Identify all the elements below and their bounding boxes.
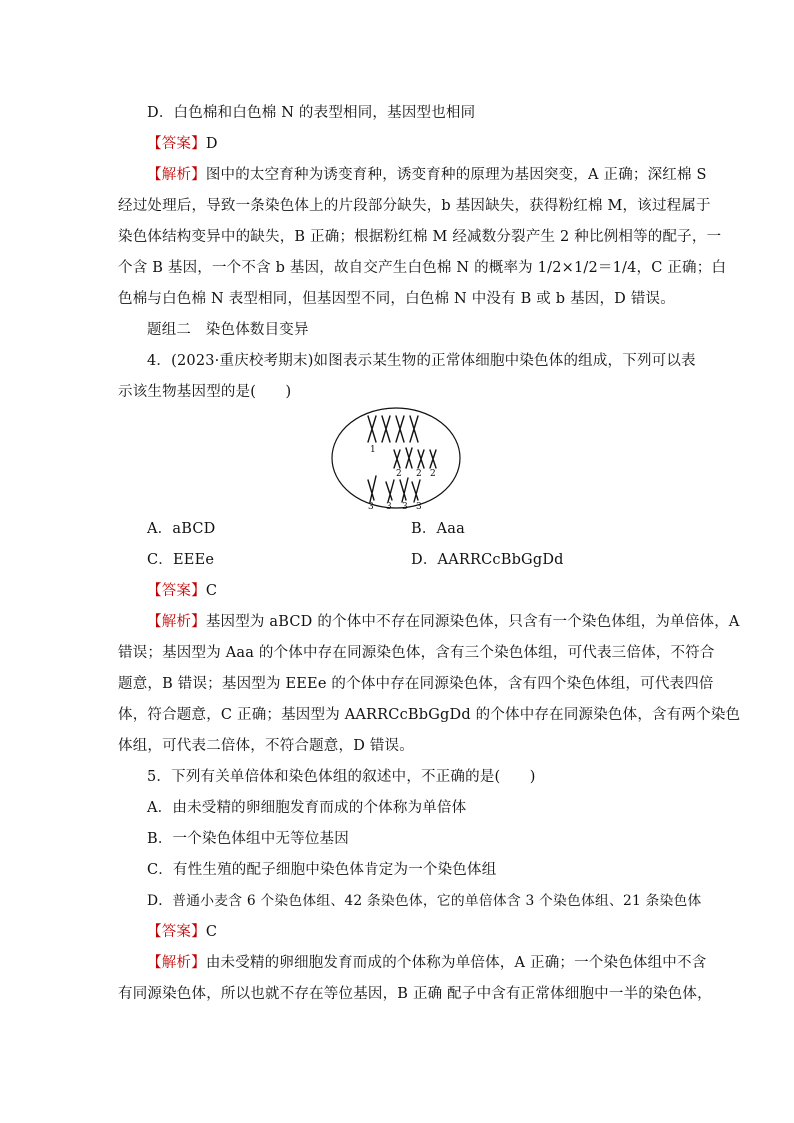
- q4-option-c: C．EEEe: [147, 552, 215, 568]
- analysis-tag: 【解析】: [147, 167, 206, 183]
- q4-options-row: [147, 519, 747, 539]
- q4-option-b: B．Aaa: [411, 521, 465, 537]
- analysis-tag: 【解析】: [147, 955, 206, 971]
- answer-value: C: [205, 583, 218, 599]
- q3-analysis-line: 色棉与白色棉 N 表型相同，但基因型不同，白色棉 N 中没有 B 或 b 基因，D 错误。: [118, 291, 675, 307]
- q5-option-b: B．一个染色体组中无等位基因: [147, 831, 349, 847]
- q4-analysis-line: 【解析】基因型为 aBCD 的个体中不存在同源染色体，只含有一个染色体组，为单倍体，A: [147, 614, 740, 630]
- answer-tag: 【答案】: [147, 136, 206, 152]
- q4-analysis-line: 体组，可代表二倍体，不符合题意，D 错误。: [118, 738, 414, 754]
- answer-tag: 【答案】: [147, 924, 206, 940]
- figure-label: 3: [386, 502, 392, 510]
- q3-analysis-line: 经过处理后，导致一条染色体上的片段部分缺失，b 基因缺失，获得粉红棉 M，该过程属于: [118, 198, 711, 214]
- answer-value: D: [205, 136, 218, 152]
- q4-stem-line: 示该生物基因型的是( ): [118, 384, 292, 400]
- q5-option-c: C．有性生殖的配子细胞中染色体肯定为一个染色体组: [147, 862, 497, 878]
- q5-answer: [147, 922, 217, 942]
- q4-option-d: D．AARRCcBbGgDd: [411, 552, 564, 568]
- q4-analysis-line: 体，符合题意，C 正确；基因型为 AARRCcBbGgDd 的个体中存在同源染色体，含有两个染色: [118, 707, 741, 723]
- figure-label: 3: [402, 502, 408, 510]
- figure-label: 2: [430, 469, 436, 479]
- section-heading: 题组二 染色体数目变异: [147, 322, 309, 338]
- figure-label: 3: [368, 502, 374, 510]
- q4-options-row: [147, 550, 747, 570]
- q3-analysis-line: 个含 B 基因，一个不含 b 基因，故自交产生白色棉 N 的概率为 1/2×1/2＝1/4，C 正确；白: [118, 260, 727, 276]
- answer-tag: 【答案】: [147, 583, 206, 599]
- figure-label: 3: [416, 502, 422, 510]
- figure-label: 2: [396, 469, 402, 479]
- q5-stem: 5．下列有关单倍体和染色体组的叙述中，不正确的是( ): [147, 769, 536, 785]
- q3-analysis-line: 染色体结构变异中的缺失，B 正确；根据粉红棉 M 经减数分裂产生 2 种比例相等的配子，一: [118, 229, 722, 245]
- q5-analysis-line: 有同源染色体，所以也就不存在等位基因，B 正确 配子中含有正常体细胞中一半的染色体，: [118, 986, 712, 1002]
- answer-value: C: [205, 924, 218, 940]
- q3-analysis-line: 【解析】图中的太空育种为诱变育种，诱变育种的原理为基因突变，A 正确；深红棉 S: [147, 167, 707, 183]
- figure-label: 1: [370, 445, 376, 455]
- q3-option-d: D．白色棉和白色棉 N 的表型相同，基因型也相同: [147, 105, 476, 121]
- q5-option-a: A．由未受精的卵细胞发育而成的个体称为单倍体: [147, 800, 467, 816]
- q3-answer: [147, 134, 218, 154]
- q5-analysis-line: 【解析】由未受精的卵细胞发育而成的个体称为单倍体，A 正确；一个染色体组中不含: [147, 955, 707, 971]
- chromosome-cell-figure: [330, 406, 462, 510]
- q4-analysis-line: 错误；基因型为 Aaa 的个体中存在同源染色体，含有三个染色体组，可代表三倍体，不符合: [118, 645, 715, 661]
- q4-answer: [147, 581, 217, 601]
- q5-option-d: D．普通小麦含 6 个染色体组、42 条染色体，它的单倍体含 3 个染色体组、21 条染色体: [147, 893, 702, 909]
- analysis-tag: 【解析】: [147, 614, 206, 630]
- q4-option-a: A．aBCD: [147, 521, 216, 537]
- figure-label: 2: [416, 469, 422, 479]
- q4-stem-line: 4．(2023·重庆校考期末)如图表示某生物的正常体细胞中染色体的组成，下列可以表: [147, 353, 696, 369]
- q4-analysis-line: 题意，B 错误；基因型为 EEEe 的个体中存在同源染色体，含有四个染色体组，可代表四倍: [118, 676, 714, 692]
